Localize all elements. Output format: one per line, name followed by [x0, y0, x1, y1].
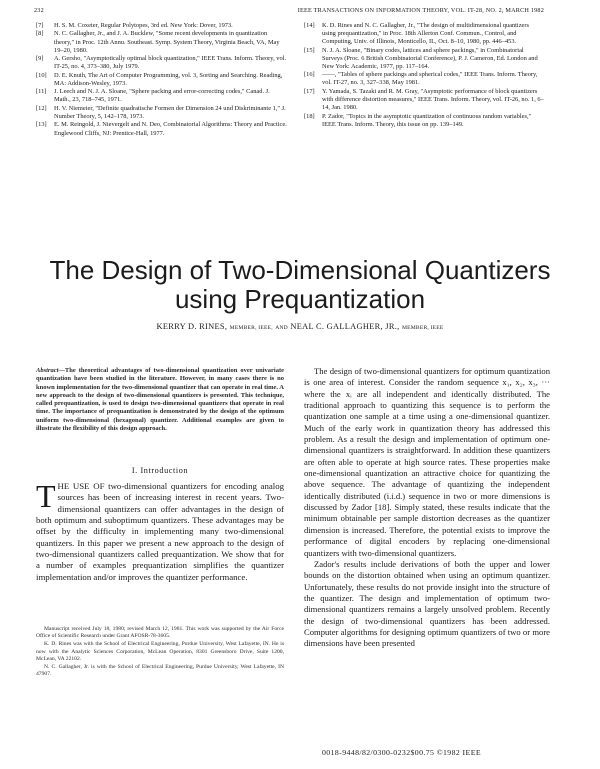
reference-item [36, 30, 288, 54]
reference-text: J. Leech and N. J. A. Sloane, "Sphere packing and error-correcting codes," Canad. J. Math., 23, 718–745, 1971. [54, 88, 270, 104]
title-line-1: The Design of Two-Dimensional Quantizers [49, 255, 551, 285]
abstract-text: —The theoretical advantages of two-dimensional quantization over univariate quantization have been studied in the literature. However, in many cases there is no known implementation for the two-dimensional quantizer that can operate in real time. A new approach to the design of two-dimensional quantizers is presented. This technique, called prequantization, is used to design two-dimensional quantizers that operate in real time. The importance of prequantization is demonstrated by the design of the optimum uniform two-dimensional (hexagonal) quantizer. Additional examples are given to illustrate the flexibility of this design approach. [36, 367, 284, 433]
reference-text: D. E. Knuth, The Art of Computer Programming, vol. 3, Sorting and Searching. Reading, MA: Addison-Wesley, 1973. [54, 71, 283, 87]
reference-item [36, 105, 288, 121]
reference-text: Y. Yamada, S. Tazaki and R. M. Gray, "Asymptotic performance of block quantizers with difference distortion measures," IEEE Trans. Inform. Theory, vol. IT-26, no. 1, 6–14, Jan. 1980. [322, 87, 544, 112]
reference-label: [12] [36, 104, 47, 112]
footnote-manuscript: Manuscript received July 18, 1980; revised March 12, 1981. This work was supported by the Air Force Office of Scientific Research under Grant AFOSR-78-3605. [36, 626, 284, 640]
reference-item [36, 22, 288, 30]
reference-item [36, 121, 288, 137]
footnote-author-2: N. C. Gallagher, Jr. is with the School of Electrical Engineering, Purdue University, West Lafayette, IN 47907. [36, 664, 284, 678]
reference-text: H. S. M. Coxeter, Regular Polytopes, 3rd ed. New York: Dover, 1973. [54, 22, 233, 29]
reference-item [36, 72, 288, 88]
introduction-text: HE USE OF two-dimensional quantizers for encoding analog sources has been of increasing interest in recent years. Two-dimensional quantizers can offer advantages in the design of both optimum and suboptimum quantizers. These advantages may be offset by the difficulty in implementing many two-dimensional quantizers. In this paper we present a new approach to the design of two-dimensional quantizers called prequantization. We show that for a number of examples prequantization simplifies the quantizer implementation and/or improves the quantizer performance. [36, 481, 284, 582]
reference-label: [8] [36, 30, 44, 38]
reference-item [304, 88, 544, 112]
title-line-2: using Prequantization [174, 284, 426, 314]
abstract-label: Abstract [36, 367, 59, 374]
reference-text: A. Gersho, "Asymptotically optimal block quantization," IEEE Trans. Inform. Theory, vol. IT-25, no. 4, 373–380, July 1979. [54, 55, 287, 71]
author-2-membership: MEMBER, IEEE [401, 325, 444, 331]
reference-item [36, 55, 288, 71]
reference-text: P. Zador, "Topics in the asymptotic quantization of continuous random variables," IEEE Trans. Inform. Theory, this issue on pp. 139–149. [322, 112, 532, 128]
reference-text: K. D. Rines and N. C. Gallagher, Jr., "The design of multidimensional quantizers using prequantization," in Proc. 18th Allerton Conf. Commun., Control, and Computing, Univ. of Illinois, Monticello, IL, Oct. 8–10, 1980, pp. 446–453. [322, 22, 529, 46]
author-line [30, 322, 570, 331]
references-left [36, 22, 288, 138]
body-paragraph-2: Zador's results include derivations of both the upper and lower bounds on the distortion obtained when using an optimum quantizer. Unfortunately, these results do not provide insight into the structure of the quantizer. The design and implementation of optimum two-dimensional quantizers remains a largely unsolved problem. Recently the design of two-dimensional quantizers has been addressed. Computer algorithms for designing optimum quantizers of two or more dimensions have been presented [304, 558, 550, 649]
reference-item [304, 47, 544, 71]
reference-text: N. J. A. Sloane, "Binary codes, lattices and sphere packings," in Combinatorial Surveys (Proc. 6 British Combinatorial Conference), P. J. Cameron, Ed. London and New York: Academic, 1977, pp. 117–164. [322, 46, 538, 70]
reference-label: [9] [36, 55, 44, 63]
reference-label: [18] [304, 112, 315, 120]
author-2: NEAL C. GALLAGHER, JR., [290, 322, 400, 331]
reference-item [304, 113, 544, 129]
reference-label: [7] [36, 22, 44, 29]
reference-text: E. M. Reingold, J. Nievergelt and N. Deo, Combinatorial Algorithms: Theory and Practice. Englewood Cliffs, NJ: Prentice-Hall, 1977. [54, 121, 287, 137]
author-1-membership: MEMBER, IEEE, [229, 325, 273, 331]
reference-text: ——, "Tables of sphere packings and spherical codes," IEEE Trans. Inform. Theory, vol. IT-27, no. 3, 327–338, May 1981. [322, 71, 538, 87]
reference-item [304, 71, 544, 87]
reference-text: H. V. Niemeier, "Definite quadratische Formen der Dimension 24 und Diskriminante 1," J. Number Theory, 5, 142–178, 1973. [54, 104, 286, 120]
reference-label: [17] [304, 87, 315, 95]
abstract [36, 367, 284, 433]
reference-label: [14] [304, 22, 315, 29]
footnotes [36, 626, 284, 679]
reference-label: [15] [304, 46, 315, 54]
section-heading-introduction: I. Introduction [131, 466, 189, 475]
reference-item [36, 88, 288, 104]
reference-item [304, 22, 544, 46]
reference-label: [16] [304, 71, 315, 79]
author-1: KERRY D. RINES, [156, 322, 228, 331]
footnote-author-1: K. D. Rines was with the School of Electrical Engineering, Purdue University, West Lafayette, IN. He is now with the Analytic Sciences Corporation, McLean Operation, 8301 Greensboro Drive, Suite 1200, McLean, VA 22102. [36, 641, 284, 662]
right-column-body [304, 366, 550, 650]
paper-title [30, 256, 570, 314]
reference-label: [10] [36, 71, 47, 79]
references-right [304, 22, 544, 129]
reference-label: [11] [36, 88, 47, 96]
author-conjunction: AND [275, 325, 288, 331]
body-paragraph-1: The design of two-dimensional quantizers for optimum quantization is one area of interest. Consider the random sequence x₁, x₂, x₃, ··· where the xᵢ are all independent and identically distributed. The traditional approach to quantizing this sequence is to perform the quantization one sample at a time using a one-dimensional quantizer. Much of the early work in quantization theory has addressed this problem. As a result the design and implementation of optimum one-dimensional quantizers is straightforward. In addition these quantizers are often able to operate at high source rates. These properties make one-dimensional quantization an attractive choice for quantizing the above sequence. The advantage of quantizing the independent identically distributed (i.i.d.) sequence in two or more dimensions is discussed by Zador [18]. Simply stated, these results indicate that the minimum obtainable per sample distortion decreases as the quantizer dimension is increased. Therefore, the potential exists to improve the performance of digital encoders by replacing one-dimensional quantizers with two-dimensional quantizers. [304, 366, 550, 558]
drop-cap: T [36, 478, 56, 514]
copyright-code: 0018-9448/82/0300-0232$00.75 ©1982 IEEE [322, 748, 482, 757]
introduction-paragraph [36, 478, 284, 583]
reference-text: N. C. Gallagher, Jr., and J. A. Bucklew, "Some recent developments in quantization theory," in Proc. 12th Annu. Southeast. Symp. System Theory, Virginia Beach, VA, May 19–20, 1980. [54, 30, 280, 54]
reference-label: [13] [36, 121, 47, 129]
running-header: IEEE TRANSACTIONS ON INFORMATION THEORY, VOL. IT-28, NO. 2, MARCH 1982 [297, 7, 544, 14]
page-number: 232 [34, 7, 44, 14]
